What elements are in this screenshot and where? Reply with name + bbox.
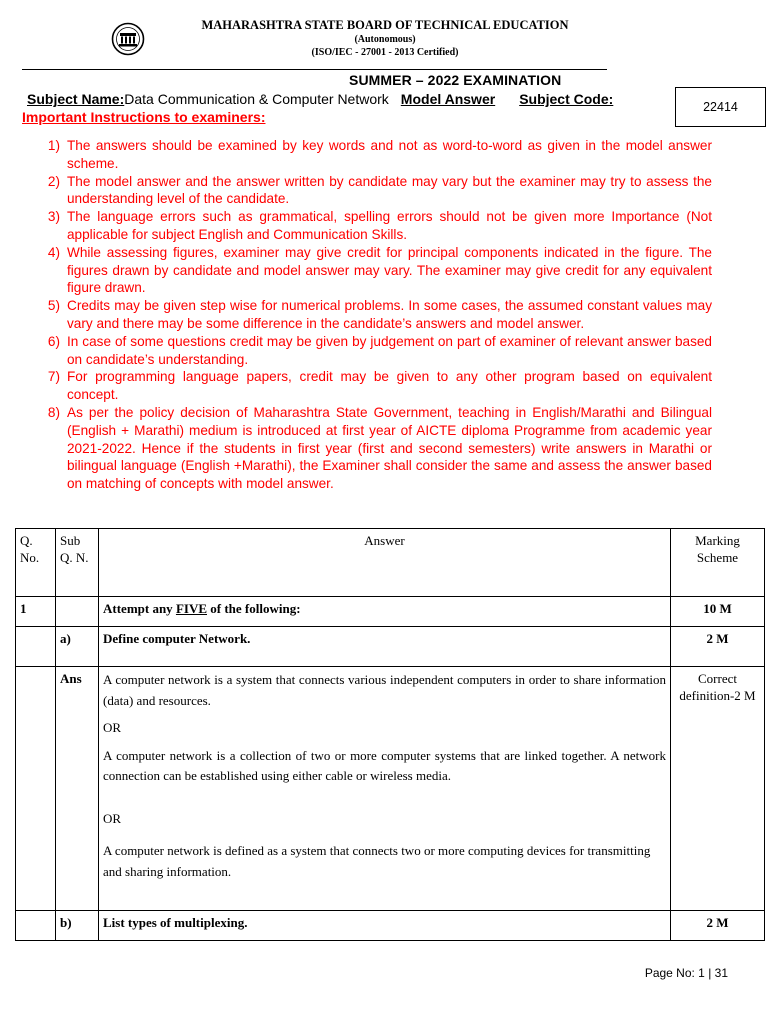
question-text: Define computer Network. bbox=[99, 627, 671, 667]
instruction-item: 6) In case of some questions credit may be given by judgement on part of examiner of relevant answer based on candidate’s understanding. bbox=[47, 333, 712, 367]
or-separator: OR bbox=[103, 810, 122, 826]
board-certification: (ISO/IEC - 27001 - 2013 Certified) bbox=[311, 47, 459, 58]
instructions-heading: Important Instructions to examiners: bbox=[22, 109, 266, 125]
subject-name-value: Data Communication & Computer Network bbox=[124, 91, 389, 107]
five-emphasis: FIVE bbox=[175, 601, 207, 616]
answer-content bbox=[99, 667, 671, 911]
instruction-item: 1) The answers should be examined by key words and not as word-to-word as given in the model answer scheme. bbox=[47, 138, 712, 171]
msbte-logo bbox=[108, 22, 148, 56]
subject-name-label: Subject Name: bbox=[27, 91, 125, 107]
instruction-item: 4) While assessing figures, examiner may give credit for principal components indicated in the figure. The figures drawn by candidate and model answer may vary. The examiner may give credit for any equivalent figure drawn. bbox=[47, 244, 712, 296]
sub-question-number: b) bbox=[56, 911, 99, 941]
question-number: 1 bbox=[16, 597, 56, 627]
model-answer-label: Model Answer bbox=[400, 91, 496, 107]
header-sub-q: Sub Q. N. bbox=[56, 529, 99, 597]
sub-question-number: a) bbox=[56, 627, 99, 667]
subject-code-label: Subject Code: bbox=[519, 91, 614, 107]
board-autonomous: (Autonomous) bbox=[354, 34, 416, 45]
table-row bbox=[16, 597, 765, 627]
question-text: Attempt any FIVE of the following: bbox=[99, 597, 671, 627]
header-marking: Marking Scheme bbox=[671, 529, 765, 597]
question-number bbox=[16, 627, 56, 667]
instruction-item: 2) The model answer and the answer written by candidate may vary but the examiner may try to assess the understanding level of the candidate. bbox=[47, 173, 712, 207]
instruction-item: 7) For programming language papers, credit may be given to any other program based on equivalent concept. bbox=[47, 369, 712, 403]
board-name: MAHARASHTRA STATE BOARD OF TECHNICAL EDUCATION bbox=[201, 18, 569, 32]
table-row bbox=[16, 911, 765, 941]
instruction-item: 8) As per the policy decision of Maharashtra State Government, teaching in English/Marathi and Bilingual (English + Marathi) medium is introduced at first year of AICTE diploma Programme from academic year 2021-2022. Hence if the students in first year (first and second semesters) write answers in Marathi or bilingual language (English +Marathi), the Examiner shall consider the same and assess the answer based on matching of concepts with model answer. bbox=[47, 404, 712, 492]
exam-title: SUMMER – 2022 EXAMINATION bbox=[349, 72, 562, 88]
question-marks: 2 M bbox=[671, 627, 765, 667]
or-separator: OR bbox=[103, 720, 122, 735]
subject-line bbox=[27, 91, 613, 107]
answer-paragraph: A computer network is a system that connects various independent computers in order to share information (data) and resources. bbox=[103, 672, 666, 708]
answer-paragraph: A computer network is defined as a system that connects two or more computing devices for transmitting and sharing information. bbox=[103, 843, 651, 879]
question-number bbox=[16, 667, 56, 911]
instructions-list bbox=[22, 137, 712, 493]
answer-marks: Correct definition-2 M bbox=[671, 667, 765, 911]
table-row bbox=[16, 667, 765, 911]
board-heading bbox=[170, 18, 600, 59]
question-marks: 10 M bbox=[671, 597, 765, 627]
table-header-row bbox=[16, 529, 765, 597]
page-number: Page No: 1 | 31 bbox=[644, 966, 728, 980]
header-answer: Answer bbox=[99, 529, 671, 597]
answer-table bbox=[15, 528, 765, 941]
question-text: List types of multiplexing. bbox=[99, 911, 671, 941]
subject-code-box bbox=[675, 87, 766, 127]
question-marks: 2 M bbox=[671, 911, 765, 941]
sub-question-cell bbox=[56, 597, 99, 627]
answer-paragraph: A computer network is a collection of two or more computer systems that are linked together. A network connection can be established using either cable or wireless media. bbox=[103, 747, 666, 783]
answer-label: Ans bbox=[56, 667, 99, 911]
header-rule bbox=[22, 69, 607, 70]
question-number bbox=[16, 911, 56, 941]
header-q-no: Q. No. bbox=[16, 529, 56, 597]
instruction-item: 3) The language errors such as grammatical, spelling errors should not be given more Importance (Not applicable for subject English and Communication Skills. bbox=[47, 209, 712, 242]
subject-code-value: 22414 bbox=[703, 100, 738, 114]
instruction-item: 5) Credits may be given step wise for numerical problems. In some cases, the assumed constant values may vary and there may be some difference in the candidate’s answers and model answer. bbox=[47, 298, 712, 331]
table-row bbox=[16, 627, 765, 667]
